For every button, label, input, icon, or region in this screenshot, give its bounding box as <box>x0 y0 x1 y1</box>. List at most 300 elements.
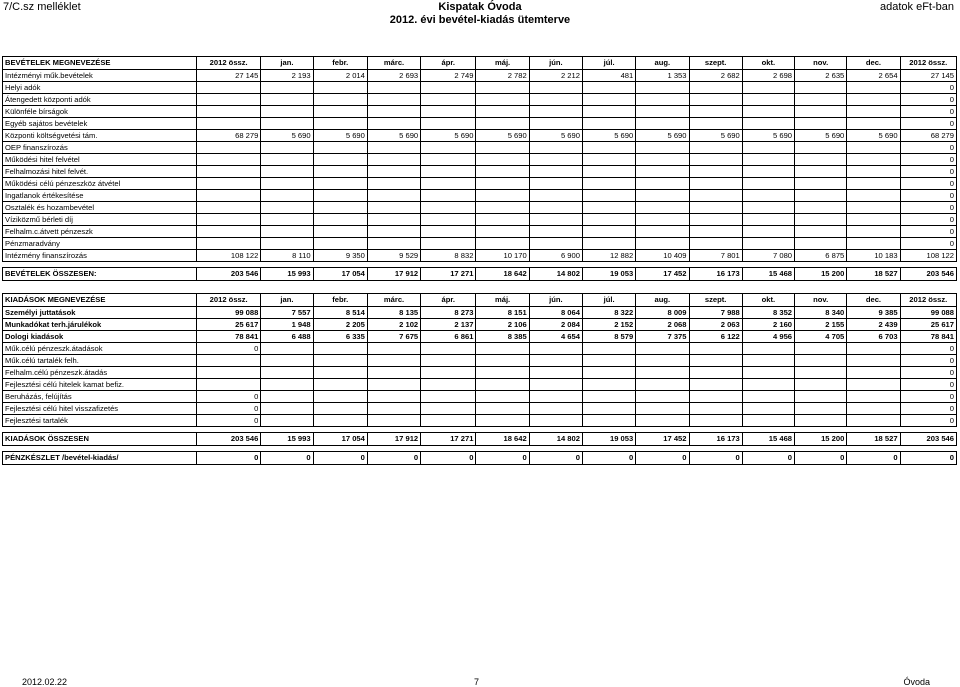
cell-value <box>313 142 367 154</box>
cell-value <box>795 355 847 367</box>
cell-value: 15 200 <box>795 268 847 281</box>
cell-value <box>367 154 420 166</box>
cell-value <box>636 403 689 415</box>
cell-value: 0 <box>900 367 956 379</box>
cell-value: 2 749 <box>421 70 476 82</box>
cell-value <box>742 379 794 391</box>
cell-value: 16 173 <box>689 433 742 446</box>
cell-value: 0 <box>900 355 956 367</box>
cell-value <box>582 202 635 214</box>
cell-value <box>261 154 313 166</box>
cell-value <box>689 94 742 106</box>
cell-value <box>313 190 367 202</box>
cell-value <box>421 379 476 391</box>
income-row <box>3 154 957 166</box>
cell-value <box>476 94 529 106</box>
cell-value <box>847 238 900 250</box>
cell-value: 0 <box>847 452 900 465</box>
cell-value: 2 439 <box>847 319 900 331</box>
cell-value: 0 <box>582 452 635 465</box>
cell-value: 7 801 <box>689 250 742 262</box>
cell-value <box>689 106 742 118</box>
cell-value: 6 861 <box>421 331 476 343</box>
cell-value <box>847 403 900 415</box>
cell-value <box>476 355 529 367</box>
row-label: BEVÉTELEK ÖSSZESEN: <box>3 268 197 281</box>
income-header-row <box>3 57 957 70</box>
cell-value <box>261 379 313 391</box>
cell-value: 203 546 <box>197 268 261 281</box>
cell-value: 6 703 <box>847 331 900 343</box>
cell-value <box>795 391 847 403</box>
cell-value: okt. <box>742 57 794 70</box>
cell-value <box>313 391 367 403</box>
cell-value <box>367 403 420 415</box>
cell-value: 7 988 <box>689 307 742 319</box>
cell-value <box>421 94 476 106</box>
cell-value <box>197 238 261 250</box>
income-row <box>3 226 957 238</box>
cell-value: 6 875 <box>795 250 847 262</box>
cell-value <box>636 391 689 403</box>
cell-value <box>636 106 689 118</box>
cell-value <box>421 106 476 118</box>
cell-value <box>636 190 689 202</box>
expense-row <box>3 391 957 403</box>
cell-value <box>261 391 313 403</box>
cell-value: 78 841 <box>197 331 261 343</box>
cell-value <box>742 355 794 367</box>
cell-value <box>367 415 420 427</box>
row-label: Egyéb sajátos bevételek <box>3 118 197 130</box>
cell-value <box>421 82 476 94</box>
cell-value <box>742 391 794 403</box>
income-row <box>3 118 957 130</box>
cell-value: 10 183 <box>847 250 900 262</box>
row-label: Különféle bírságok <box>3 106 197 118</box>
cell-value <box>476 178 529 190</box>
cell-value: 5 690 <box>689 130 742 142</box>
income-row <box>3 130 957 142</box>
cell-value: 8 832 <box>421 250 476 262</box>
row-label: Központi költségvetési tám. <box>3 130 197 142</box>
cell-value <box>476 343 529 355</box>
cell-value <box>847 82 900 94</box>
row-label: Fejlesztési célú hitel visszafizetés <box>3 403 197 415</box>
cell-value <box>689 355 742 367</box>
cell-value <box>689 118 742 130</box>
cell-value <box>313 106 367 118</box>
cell-value <box>476 106 529 118</box>
cell-value <box>313 214 367 226</box>
cell-value: 2 682 <box>689 70 742 82</box>
income-row <box>3 190 957 202</box>
cell-value <box>689 202 742 214</box>
cell-value: 7 675 <box>367 331 420 343</box>
cell-value <box>742 142 794 154</box>
row-label: BEVÉTELEK MEGNEVEZÉSE <box>3 57 197 70</box>
cell-value: aug. <box>636 294 689 307</box>
cell-value: 2012 össz. <box>197 294 261 307</box>
cell-value <box>529 391 582 403</box>
cell-value <box>261 403 313 415</box>
cell-value <box>795 190 847 202</box>
cell-value <box>529 118 582 130</box>
expense-row <box>3 367 957 379</box>
cell-value <box>795 214 847 226</box>
cell-value <box>529 379 582 391</box>
cell-value <box>529 94 582 106</box>
cell-value: 7 080 <box>742 250 794 262</box>
cell-value <box>367 190 420 202</box>
cell-value <box>367 355 420 367</box>
cell-value: 2012 össz. <box>197 57 261 70</box>
row-label: KIADÁSOK MEGNEVEZÉSE <box>3 294 197 307</box>
cell-value: dec. <box>847 57 900 70</box>
cell-value <box>476 190 529 202</box>
cell-value <box>197 142 261 154</box>
cell-value: 2 635 <box>795 70 847 82</box>
cell-value <box>795 238 847 250</box>
cell-value: 8 273 <box>421 307 476 319</box>
cell-value <box>313 238 367 250</box>
cell-value <box>421 178 476 190</box>
cell-value <box>313 178 367 190</box>
cell-value <box>313 367 367 379</box>
cell-value <box>367 226 420 238</box>
cell-value <box>582 355 635 367</box>
cell-value: 9 350 <box>313 250 367 262</box>
cell-value: 17 271 <box>421 433 476 446</box>
cell-value: 15 993 <box>261 433 313 446</box>
cell-value <box>847 202 900 214</box>
cell-value: 8 110 <box>261 250 313 262</box>
cell-value <box>795 166 847 178</box>
cell-value: 6 900 <box>529 250 582 262</box>
cell-value <box>261 118 313 130</box>
cell-value <box>367 82 420 94</box>
cell-value: 0 <box>900 202 956 214</box>
cell-value <box>689 190 742 202</box>
cell-value <box>529 226 582 238</box>
cell-value <box>582 106 635 118</box>
cell-value <box>367 391 420 403</box>
cell-value <box>313 118 367 130</box>
cell-value <box>689 343 742 355</box>
expense-row <box>3 307 957 319</box>
cell-value <box>795 82 847 94</box>
income-row <box>3 70 957 82</box>
cell-value <box>582 238 635 250</box>
cell-value <box>582 166 635 178</box>
income-table <box>2 56 957 281</box>
cell-value: júl. <box>582 294 635 307</box>
cell-value <box>261 367 313 379</box>
cell-value: 4 956 <box>742 331 794 343</box>
cell-value: 0 <box>900 214 956 226</box>
cell-value <box>261 94 313 106</box>
cell-value <box>742 415 794 427</box>
cell-value: 0 <box>529 452 582 465</box>
cell-value <box>742 82 794 94</box>
cell-value: 203 546 <box>900 268 956 281</box>
cell-value <box>689 391 742 403</box>
cell-value <box>636 178 689 190</box>
cell-value <box>795 202 847 214</box>
cell-value: 15 993 <box>261 268 313 281</box>
cell-value: 108 122 <box>900 250 956 262</box>
row-label: Személyi juttatások <box>3 307 197 319</box>
cell-value: 2 155 <box>795 319 847 331</box>
cell-value <box>582 214 635 226</box>
cell-value: 2 698 <box>742 70 794 82</box>
cell-value <box>847 166 900 178</box>
cell-value <box>367 367 420 379</box>
cell-value: 0 <box>197 452 261 465</box>
income-row <box>3 250 957 262</box>
cell-value <box>421 415 476 427</box>
cell-value: 99 088 <box>197 307 261 319</box>
cell-value <box>847 94 900 106</box>
cell-value: ápr. <box>421 57 476 70</box>
row-label: Víziközmű bérleti díj <box>3 214 197 226</box>
cell-value: 8 135 <box>367 307 420 319</box>
cell-value: 8 579 <box>582 331 635 343</box>
cell-value: 9 529 <box>367 250 420 262</box>
cell-value <box>313 403 367 415</box>
cell-value <box>421 154 476 166</box>
cell-value: 5 690 <box>367 130 420 142</box>
row-label: Átengedett központi adók <box>3 94 197 106</box>
cell-value <box>847 154 900 166</box>
cell-value: 27 145 <box>900 70 956 82</box>
cell-value: 2 068 <box>636 319 689 331</box>
cell-value <box>313 355 367 367</box>
cell-value <box>795 154 847 166</box>
cell-value: 0 <box>900 226 956 238</box>
cell-value <box>529 178 582 190</box>
cell-value <box>529 142 582 154</box>
cell-value: máj. <box>476 294 529 307</box>
cell-value <box>636 94 689 106</box>
cell-value: ápr. <box>421 294 476 307</box>
cell-value: 15 200 <box>795 433 847 446</box>
row-label: Osztalék és hozambevétel <box>3 202 197 214</box>
cell-value: 68 279 <box>197 130 261 142</box>
cell-value: 18 642 <box>476 433 529 446</box>
cell-value: 2 152 <box>582 319 635 331</box>
cell-value: júl. <box>582 57 635 70</box>
cell-value: 0 <box>900 142 956 154</box>
cell-value <box>261 178 313 190</box>
income-row <box>3 178 957 190</box>
cell-value <box>689 214 742 226</box>
income-row <box>3 142 957 154</box>
row-label: Felhalmozási hitel felvét. <box>3 166 197 178</box>
cell-value: 8 151 <box>476 307 529 319</box>
cell-value <box>636 214 689 226</box>
cell-value: okt. <box>742 294 794 307</box>
cell-value: 14 802 <box>529 268 582 281</box>
cell-value <box>689 367 742 379</box>
cell-value <box>636 166 689 178</box>
cell-value: márc. <box>367 294 420 307</box>
cell-value: 8 385 <box>476 331 529 343</box>
cell-value <box>261 226 313 238</box>
cell-value: 203 546 <box>900 433 956 446</box>
cell-value <box>689 154 742 166</box>
cell-value: jan. <box>261 57 313 70</box>
cell-value <box>197 226 261 238</box>
cell-value: 18 527 <box>847 433 900 446</box>
cell-value: 2 106 <box>476 319 529 331</box>
cell-value: 0 <box>900 391 956 403</box>
cell-value <box>636 379 689 391</box>
cell-value <box>742 226 794 238</box>
cell-value: nov. <box>795 294 847 307</box>
cell-value <box>529 154 582 166</box>
cell-value: szept. <box>689 294 742 307</box>
cell-value: 8 009 <box>636 307 689 319</box>
cell-value: 0 <box>900 452 956 465</box>
cell-value <box>313 415 367 427</box>
cell-value <box>529 166 582 178</box>
cell-value: 16 173 <box>689 268 742 281</box>
cell-value <box>847 106 900 118</box>
cell-value: 0 <box>900 379 956 391</box>
cell-value <box>476 226 529 238</box>
cell-value: 6 488 <box>261 331 313 343</box>
cell-value <box>795 379 847 391</box>
cell-value: 25 617 <box>197 319 261 331</box>
income-row <box>3 166 957 178</box>
cell-value: 0 <box>900 94 956 106</box>
cell-value <box>689 142 742 154</box>
cell-value <box>795 343 847 355</box>
cell-value: 17 054 <box>313 433 367 446</box>
cell-value: 17 912 <box>367 268 420 281</box>
cell-value <box>689 178 742 190</box>
cell-value <box>367 214 420 226</box>
cell-value <box>529 415 582 427</box>
cell-value <box>582 82 635 94</box>
cell-value <box>261 202 313 214</box>
cell-value <box>582 142 635 154</box>
cell-value <box>421 214 476 226</box>
cell-value <box>197 154 261 166</box>
cell-value: 2012 össz. <box>900 57 956 70</box>
cell-value: 27 145 <box>197 70 261 82</box>
cell-value: 5 690 <box>261 130 313 142</box>
cell-value: 8 352 <box>742 307 794 319</box>
cell-value: nov. <box>795 57 847 70</box>
cell-value: 0 <box>476 452 529 465</box>
cell-value <box>742 166 794 178</box>
cell-value: 4 705 <box>795 331 847 343</box>
cell-value <box>367 238 420 250</box>
cell-value <box>847 214 900 226</box>
row-label: KIADÁSOK ÖSSZESEN <box>3 433 197 446</box>
row-label: Felhalm.célú pénzeszk.átadás <box>3 367 197 379</box>
cell-value: 5 690 <box>582 130 635 142</box>
expense-header-row <box>3 294 957 307</box>
cell-value <box>689 166 742 178</box>
cell-value <box>421 343 476 355</box>
cell-value <box>476 391 529 403</box>
cell-value <box>795 226 847 238</box>
cell-value: 4 654 <box>529 331 582 343</box>
cell-value: 0 <box>900 82 956 94</box>
cell-value <box>847 343 900 355</box>
cell-value <box>197 214 261 226</box>
cell-value <box>689 226 742 238</box>
cell-value <box>582 118 635 130</box>
cell-value <box>367 343 420 355</box>
cell-value <box>476 367 529 379</box>
cell-value: 2 212 <box>529 70 582 82</box>
cell-value: 25 617 <box>900 319 956 331</box>
cell-value <box>847 178 900 190</box>
cell-value <box>197 118 261 130</box>
cell-value <box>689 238 742 250</box>
row-label: Intézményi műk.bevételek <box>3 70 197 82</box>
income-row <box>3 82 957 94</box>
cell-value <box>847 415 900 427</box>
cell-value: 10 409 <box>636 250 689 262</box>
row-label: Fejlesztési célú hitelek kamat befiz. <box>3 379 197 391</box>
cell-value <box>197 178 261 190</box>
cell-value: 1 948 <box>261 319 313 331</box>
cell-value <box>529 190 582 202</box>
cell-value: 2 205 <box>313 319 367 331</box>
cell-value: 8 514 <box>313 307 367 319</box>
cell-value <box>582 403 635 415</box>
cell-value <box>313 154 367 166</box>
cell-value <box>847 226 900 238</box>
cell-value <box>197 94 261 106</box>
cell-value: 8 340 <box>795 307 847 319</box>
cell-value: 7 557 <box>261 307 313 319</box>
cell-value <box>582 391 635 403</box>
cell-value <box>476 415 529 427</box>
cell-value: 2 014 <box>313 70 367 82</box>
cell-value: 78 841 <box>900 331 956 343</box>
cell-value: 2 160 <box>742 319 794 331</box>
income-row <box>3 214 957 226</box>
cell-value <box>847 118 900 130</box>
cell-value <box>742 343 794 355</box>
cell-value: 2 654 <box>847 70 900 82</box>
cell-value <box>582 178 635 190</box>
expense-row <box>3 379 957 391</box>
cell-value: 18 642 <box>476 268 529 281</box>
cell-value: 15 468 <box>742 433 794 446</box>
cell-value <box>476 142 529 154</box>
cell-value: 0 <box>197 343 261 355</box>
cell-value <box>197 202 261 214</box>
row-label: Felhalm.c.átvett pénzeszk <box>3 226 197 238</box>
cell-value <box>742 238 794 250</box>
cell-value <box>313 94 367 106</box>
cell-value <box>367 178 420 190</box>
row-label: Működési hitel felvétel <box>3 154 197 166</box>
cell-value: jún. <box>529 294 582 307</box>
cell-value <box>636 355 689 367</box>
cell-value <box>582 226 635 238</box>
cell-value: 5 690 <box>636 130 689 142</box>
cell-value <box>421 202 476 214</box>
cell-value <box>421 367 476 379</box>
